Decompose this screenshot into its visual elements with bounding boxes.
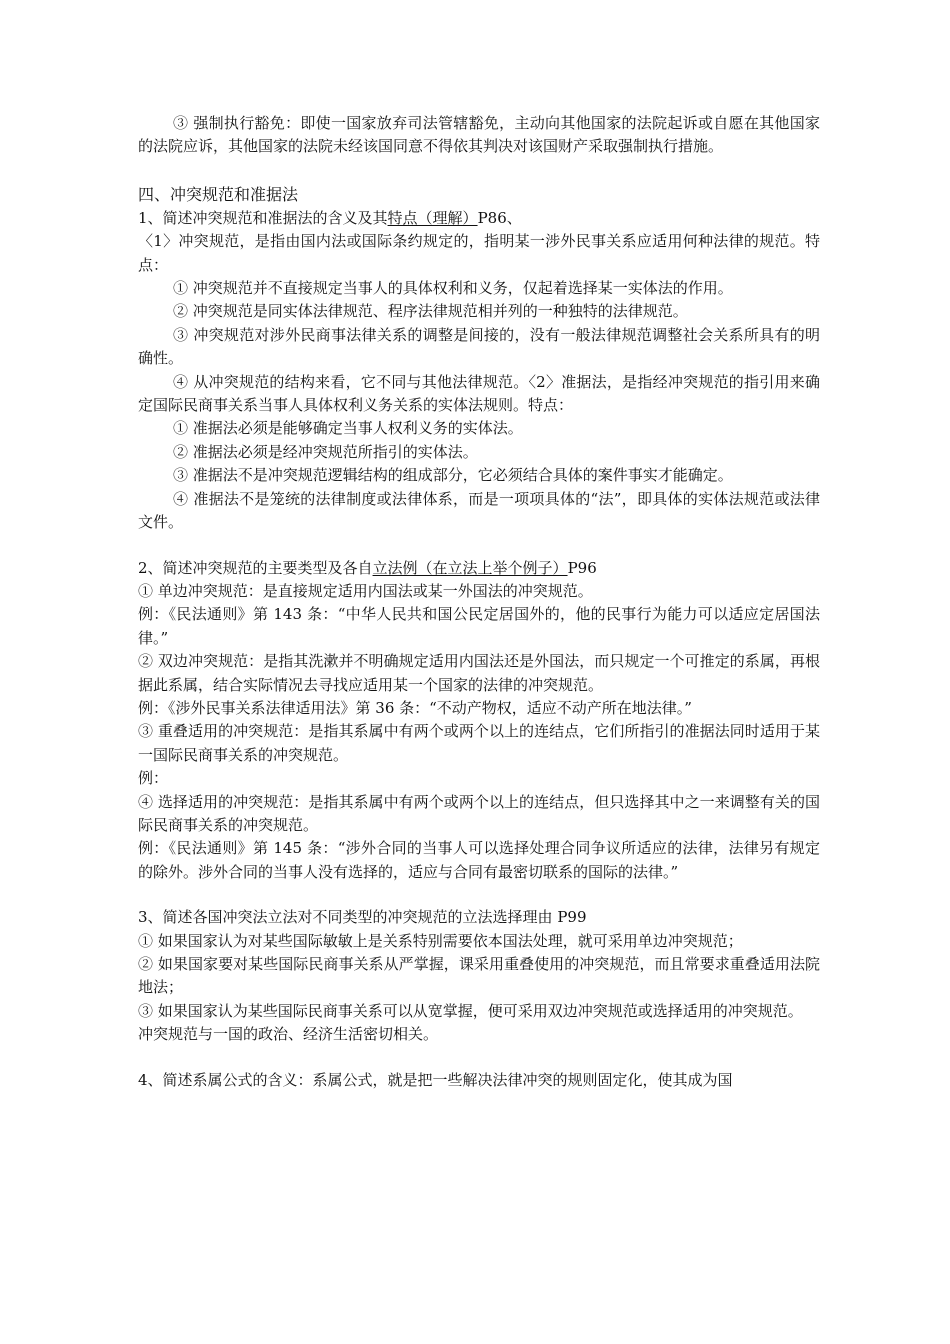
document-page [138, 112, 820, 1092]
question-3: 3、简述各国冲突法立法对不同类型的冲突规范的立法选择理由 P99 [138, 908, 587, 927]
example-text: 例： [138, 769, 169, 788]
question-4: 4、简述系属公式的含义：系属公式，就是把一些解决法律冲突的规则固定化，使其成为国 [138, 1070, 733, 1089]
list-item: ① 准据法必须是能够确定当事人权利义务的实体法。 [173, 419, 523, 438]
list-item: ① 单边冲突规范：是直接规定适用内国法或某一外国法的冲突规范。 [138, 581, 593, 600]
paragraph-enforcement-immunity: ③ 强制执行豁免：即使一国家放弃司法管辖豁免，主动向其他国家的法院起诉或自愿在其他国家的法院应诉，其他国家的法院未经该国同意不得依其判决对该国财产采取强制执行措施。 [138, 114, 820, 156]
answer-conflict-rule: 〈1〉冲突规范，是指由国内法或国际条约规定的，指明某一涉外民事关系应适用何种法律的规范。特点： [138, 232, 820, 274]
example-text: 例：《涉外民事关系法律适用法》第 36 条：“不动产物权，适应不动产所在地法律。” [138, 698, 692, 717]
question-1: 1、简述冲突规范和准据法的含义及其特点（理解）P86、 [138, 208, 522, 227]
list-item: ④ 从冲突规范的结构来看，它不同与其他法律规范。〈2〉准据法，是指经冲突规范的指引用来确定国际民商事关系当事人具体权利义务关系的实体法规则。特点： [138, 372, 820, 415]
list-item: ④ 选择适用的冲突规范：是指其系属中有两个或两个以上的连结点，但只选择其中之一来调整有关的国际民商事关系的冲突规范。 [138, 792, 820, 834]
example-text: 例：《民法通则》第 143 条：“中华人民共和国公民定居国外的，他的民事行为能力可以适应定居国法律。” [138, 605, 820, 647]
list-item: ① 冲突规范并不直接规定当事人的具体权利和义务，仅起着选择某一实体法的作用。 [173, 279, 733, 298]
list-item: ① 如果国家认为对某些国际敏敏上是关系特别需要依本国法处理，就可采用单边冲突规范； [138, 931, 743, 950]
list-item: ③ 冲突规范对涉外民商事法律关系的调整是间接的，没有一般法律规范调整社会关系所具有的明确性。 [138, 325, 820, 368]
list-item: ② 冲突规范是同实体法律规范、程序法律规范相并列的一种独特的法律规范。 [173, 302, 688, 321]
question-2: 2、简述冲突规范的主要类型及各自立法例（在立法上举个例子）P96 [138, 558, 597, 577]
example-text: 例：《民法通则》第 145 条：“涉外合同的当事人可以选择处理合同争议所适应的法律，法律另有规定的除外。涉外合同的当事人没有选择的，适应与合同有最密切联系的国际的法律。” [138, 839, 820, 881]
section-title: 四、冲突规范和准据法 [138, 184, 299, 204]
underlined-text: 特点（理解） [387, 208, 478, 227]
list-item: ② 双边冲突规范：是指其洗漱并不明确规定适用内国法还是外国法，而只规定一个可推定的系属，再根据此系属，结合实际情况去寻找应适用某一个国家的法律的冲突规范。 [138, 652, 820, 694]
list-item: ② 如果国家要对某些国际民商事关系从严掌握，课采用重叠使用的冲突规范，而且常要求重叠适用法院地法； [138, 955, 820, 997]
list-item: ④ 准据法不是笼统的法律制度或法律体系，而是一项项具体的“法”，即具体的实体法规范或法律文件。 [138, 489, 820, 532]
list-item: ③ 如果国家认为某些国际民商事关系可以从宽掌握，便可采用双边冲突规范或选择适用的冲突规范。 [138, 1001, 803, 1020]
conclusion-text: 冲突规范与一国的政治、经济生活密切相关。 [138, 1025, 439, 1044]
list-item: ② 准据法必须是经冲突规范所指引的实体法。 [173, 442, 478, 461]
underlined-text: 立法例（在立法上举个例子） [372, 558, 568, 577]
list-item: ③ 准据法不是冲突规范逻辑结构的组成部分，它必须结合具体的案件事实才能确定。 [173, 466, 733, 485]
list-item: ③ 重叠适用的冲突规范：是指其系属中有两个或两个以上的连结点，它们所指引的准据法同时适用于某一国际民商事关系的冲突规范。 [138, 722, 820, 764]
